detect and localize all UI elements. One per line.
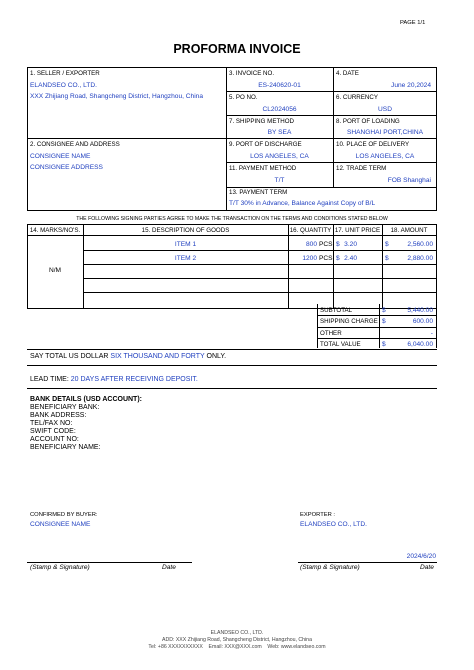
consignee-name: CONSIGNEE NAME [30, 153, 91, 160]
page-title: PROFORMA INVOICE [173, 42, 301, 56]
buyer-date-label: Date [162, 564, 176, 571]
invoice-no-value: ES-240620-01 [258, 82, 301, 89]
row2-amount: 2,880.00 [407, 255, 433, 262]
row2-price: 2.40 [344, 255, 357, 262]
other-value: - [430, 330, 433, 337]
shipping-method-value: BY SEA [267, 129, 292, 136]
po-no-label: 5. PO NO. [229, 94, 258, 101]
bank-title: BANK DETAILS (USD ACCOUNT): [30, 396, 142, 403]
say-total-prefix: SAY TOTAL US DOLLAR [30, 353, 109, 360]
total-value-label: TOTAL VALUE [320, 341, 361, 348]
buyer-stamp-label: (Stamp & Signature) [30, 564, 90, 571]
po-no-value: CL2024056 [262, 106, 297, 113]
lead-time-label: LEAD TIME: [30, 376, 69, 383]
header-description: 15. DESCRIPTION OF GOODS [141, 227, 230, 234]
row1-amount: 2,560.00 [407, 241, 433, 248]
footer-contact: Tel: +86 XXXXXXXXXX Email: XXX@XXX.com Web: www.elandseo.com [148, 644, 326, 650]
say-total-words: SIX THOUSAND AND FORTY [110, 353, 205, 360]
port-discharge-value: LOS ANGELES, CA [250, 153, 309, 160]
subtotal-currency: $ [382, 307, 386, 314]
lead-time-value: 20 DAYS AFTER RECEIVING DEPOSIT. [70, 376, 198, 383]
row1-amount-currency: $ [385, 241, 389, 248]
buyer-name: CONSIGNEE NAME [30, 521, 91, 528]
buyer-label: CONFIRMED BY BUYER: [30, 512, 98, 518]
header-quantity: 16. QUANTITY [289, 227, 332, 234]
row1-price: 3.20 [344, 241, 357, 248]
header-amount: 18. AMOUNT [390, 227, 428, 234]
seller-label: 1. SELLER / EXPORTER [30, 70, 100, 77]
date-label: 4. DATE [336, 70, 359, 77]
total-currency: $ [382, 341, 386, 348]
say-total [30, 353, 226, 361]
row2-description: ITEM 2 [174, 255, 197, 262]
currency-value: USD [378, 106, 392, 113]
bank-tel-fax: TEL/FAX NO: [30, 420, 73, 427]
footer-company: ELANDSEO CO., LTD. [210, 630, 264, 636]
exporter-date-label: Date [420, 564, 434, 571]
trade-term-value: FOB Shanghai [387, 177, 431, 184]
place-delivery-value: LOS ANGELES, CA [355, 153, 415, 160]
invoice-no-label: 3. INVOICE NO. [229, 70, 275, 77]
shipping-charge-label: SHIPPING CHARGE [320, 318, 378, 325]
shipping-method-label: 7. SHIPPING METHOD [229, 118, 294, 125]
payment-term-value: T/T 30% in Advance, Balance Against Copy of B/L [229, 200, 376, 207]
row2-currency: $ [336, 255, 340, 262]
row1-currency: $ [336, 241, 340, 248]
bank-beneficiary-name: BENEFICIARY NAME: [30, 444, 101, 451]
currency-label: 6. CURRENCY [336, 94, 378, 101]
port-discharge-label: 9. PORT OF DISCHARGE [229, 141, 302, 148]
row2-amount-currency: $ [385, 255, 389, 262]
page-number: PAGE 1/1 [400, 20, 426, 26]
consignee-address: CONSIGNEE ADDRESS [30, 164, 103, 171]
row2-qty: 1200 [302, 255, 317, 262]
seller-address: XXX Zhijiang Road, Shangcheng District, Hangzhou, China [30, 93, 204, 100]
exporter-stamp-label: (Stamp & Signature) [300, 564, 360, 571]
row1-unit: PCS [319, 241, 333, 248]
subtotal-value: 5,440.00 [407, 307, 433, 314]
sign-date: 2024/6/20 [406, 553, 436, 560]
row1-description: ITEM 1 [174, 241, 197, 248]
date-value: June 20,2024 [391, 82, 431, 89]
row1-qty: 800 [305, 241, 317, 248]
footer-address: ADD: XXX Zhijiang Road, Shangcheng District, Hangzhou, China [162, 637, 312, 643]
say-total-suffix: ONLY. [206, 353, 227, 360]
payment-method-label: 11. PAYMENT METHOD [229, 165, 297, 172]
row2-unit: PCS [319, 255, 333, 262]
place-delivery-label: 10. PLACE OF DELIVERY [336, 141, 410, 148]
total-value: 6,040.00 [407, 341, 433, 348]
header-marks: 14. MARKS/NO'S. [29, 227, 81, 234]
trade-term-label: 12. TRADE TERM [336, 165, 387, 172]
port-loading-label: 8. PORT OF LOADING [336, 118, 400, 125]
seller-name: ELANDSEO CO., LTD. [30, 82, 97, 89]
shipping-charge-value: 600.00 [412, 318, 433, 325]
payment-term-label: 13. PAYMENT TERM [229, 189, 288, 196]
shipping-charge-currency: $ [382, 318, 386, 325]
port-loading-value: SHANGHAI PORT,CHINA [346, 129, 424, 136]
bank-account-no: ACCOUNT NO: [30, 436, 79, 443]
header-unit-price: 17. UNIT PRICE [334, 227, 381, 234]
bank-address: BANK ADDRESS: [30, 412, 87, 419]
bank-beneficiary-bank: BENEFICIARY BANK: [30, 404, 100, 411]
payment-method-value: T/T [274, 177, 285, 184]
lead-time [30, 376, 198, 384]
marks-value: N/M [48, 267, 62, 274]
consignee-label: 2. CONSIGNEE AND ADDRESS [30, 141, 120, 148]
exporter-name: ELANDSEO CO., LTD. [300, 521, 367, 528]
exporter-label: EXPORTER : [300, 512, 336, 518]
agreement-note: THE FOLLOWING SIGNING PARTIES AGREE TO MAKE THE TRANSACTION ON THE TERMS AND CONDITIONS STATED BELOW [76, 216, 388, 222]
other-label: OTHER [320, 330, 342, 337]
subtotal-label: SUBTOTAL [320, 307, 353, 314]
bank-swift-code: SWIFT CODE: [30, 428, 76, 435]
